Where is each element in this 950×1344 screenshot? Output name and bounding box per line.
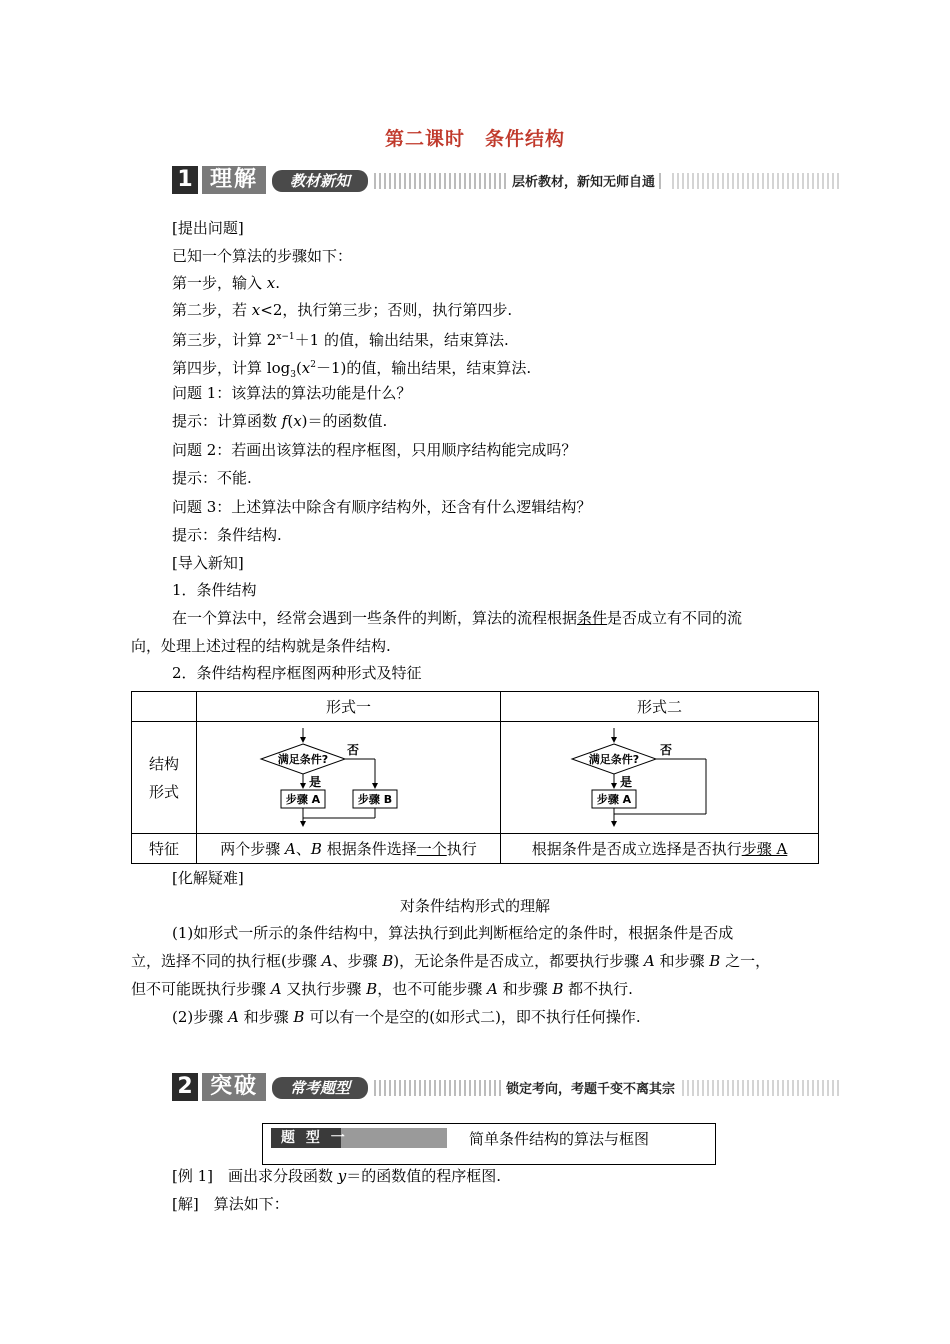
step-b-label: 步骤 B [357, 792, 392, 806]
text-line: 向，处理上述过程的结构就是条件结构. [131, 637, 391, 655]
banner-stripes-tail [672, 173, 840, 189]
question-type-label: 题 型 一 [271, 1128, 447, 1148]
feature-form-two: 根据条件是否成立选择是否执行步骤 A [501, 834, 819, 864]
section-tagline: 锁定考向，考题千变不离其宗 [502, 1078, 679, 1097]
text-line: 已知一个算法的步骤如下： [172, 247, 353, 265]
subheading: 对条件结构形式的理解 [399, 897, 550, 915]
lesson-number: 第二课时 [384, 128, 465, 150]
condition-label: 满足条件? [277, 752, 328, 766]
text-line: 在一个算法中，经常会遇到一些条件的判断，算法的流程根据条件是否成立有不同的流 [172, 609, 743, 627]
text-line: 提示：计算函数 f(x)＝的函数值. [172, 412, 388, 430]
step-a-label: 步骤 A [285, 792, 320, 806]
text-line: 但不可能既执行步骤 A 又执行步骤 B，也不可能步骤 A 和步骤 B 都不执行. [131, 980, 633, 998]
yes-label: 是 [308, 774, 321, 789]
no-label: 否 [346, 742, 359, 757]
page-title [0, 124, 950, 151]
text-line: [解] 算法如下： [172, 1195, 289, 1213]
text-line: 问题 3：上述算法中除含有顺序结构外，还含有什么逻辑结构？ [172, 498, 592, 516]
text-line: (1)如形式一所示的条件结构中，算法执行到此判断框给定的条件时，根据条件是否成 [172, 924, 734, 942]
section-banner-breakthrough [172, 1072, 840, 1102]
lesson-topic: 条件结构 [485, 128, 566, 150]
forms-table [131, 691, 819, 864]
row-label-structure: 结构 形式 [132, 722, 197, 834]
text-line: 2．条件结构程序框图两种形式及特征 [172, 664, 422, 682]
question-type-box [262, 1123, 716, 1165]
flowchart-form-one [197, 722, 501, 834]
section-number: 1 [172, 166, 198, 194]
text-line: 问题 2：若画出该算法的程序框图，只用顺序结构能完成吗？ [172, 441, 577, 459]
section-banner-understand [172, 165, 840, 195]
text-line: 立，选择不同的执行框(步骤 A、步骤 B)，无论条件是否成立，都要执行步骤 A 和步骤 B 之一， [131, 952, 771, 970]
section-heading: 突破 [202, 1073, 266, 1101]
text-line: [导入新知] [172, 554, 244, 572]
row-label-feature: 特征 [132, 834, 197, 864]
text-line: 第二步，若 x<2，执行第三步；否则，执行第四步. [172, 301, 513, 319]
text-line: 1．条件结构 [172, 581, 257, 599]
text-line: 第四步，计算 $\log_3(x^2-1)$的值，输出结果，结束算法. [172, 359, 532, 380]
banner-stripes-tail [672, 1080, 840, 1096]
text-line: 提示：不能. [172, 469, 252, 487]
text-line: [例 1] 画出求分段函数 y＝的函数值的程序框图. [172, 1167, 502, 1185]
table-corner [132, 692, 197, 722]
section-heading: 理解 [202, 166, 266, 194]
section-tagline: 层析教材，新知无师自通 [508, 171, 659, 190]
no-label: 否 [659, 742, 672, 757]
text-line: [提出问题] [172, 219, 244, 237]
text-line: 第一步，输入 x. [172, 274, 281, 292]
text-line: 第三步，计算 $2^{x-1}+1$ 的值，输出结果，结束算法. [172, 331, 509, 349]
table-header: 形式二 [501, 692, 819, 722]
section-pill: 教材新知 [272, 170, 368, 192]
flowchart-form-two [501, 722, 819, 834]
text-line: 提示：条件结构. [172, 526, 282, 544]
yes-label: 是 [619, 774, 632, 789]
table-header: 形式一 [197, 692, 501, 722]
section-number: 2 [172, 1073, 198, 1101]
text-line: 问题 1：该算法的算法功能是什么？ [172, 384, 412, 402]
question-type-text: 简单条件结构的算法与框图 [469, 1130, 650, 1148]
step-a-label: 步骤 A [596, 792, 631, 806]
feature-form-one: 两个步骤 A、B 根据条件选择一个执行 [197, 834, 501, 864]
condition-label: 满足条件? [588, 752, 639, 766]
text-line: (2)步骤 A 和步骤 B 可以有一个是空的(如形式二)，即不执行任何操作. [172, 1008, 641, 1026]
section-pill: 常考题型 [272, 1077, 368, 1099]
text-line: [化解疑难] [172, 869, 244, 887]
